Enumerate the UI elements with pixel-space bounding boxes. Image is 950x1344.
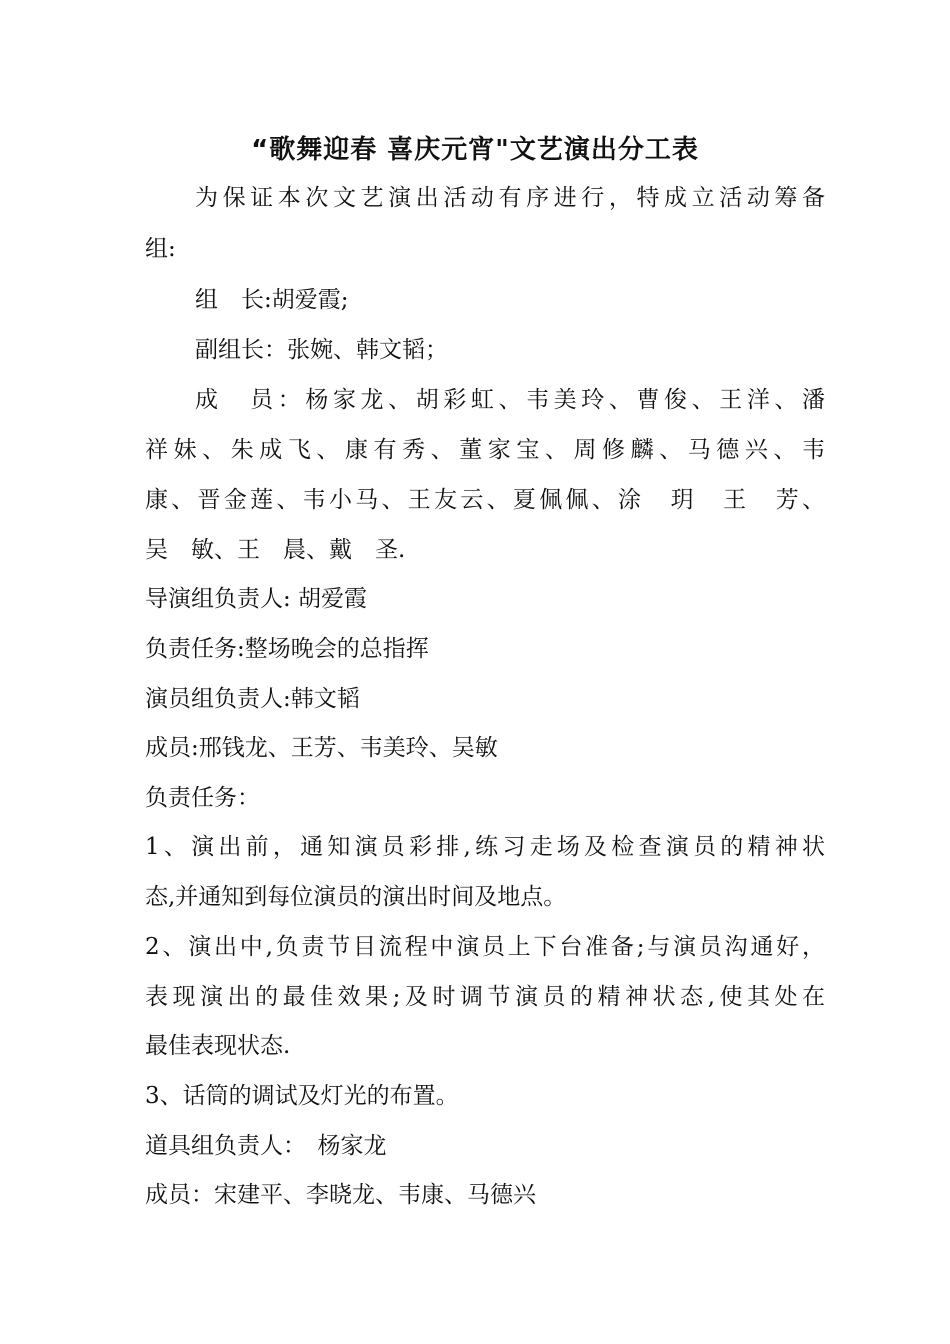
group-leader-line: 组 长:胡爱霞; (195, 287, 349, 313)
director-group-lead: 导演组负责人: 胡爱霞 (145, 586, 368, 612)
intro-line-2: 组: (145, 236, 176, 262)
task-1-line-1: 1、演出前，通知演员彩排,练习走场及检查演员的精神状 (145, 834, 825, 860)
intro-line-1: 为保证本次文艺演出活动有序进行，特成立活动筹备 (195, 185, 825, 211)
members-line-1: 成 员：杨家龙、胡彩虹、韦美玲、曹俊、王洋、潘 (195, 387, 825, 413)
members-line-3: 康、晋金莲、韦小马、王友云、夏佩佩、涂 玥 王 芳、 (145, 487, 825, 513)
task-1-line-2: 态,并通知到每位演员的演出时间及地点。 (145, 884, 567, 910)
document-title: “歌舞迎春 喜庆元宵"文艺演出分工表 (251, 135, 699, 165)
task-2-line-1: 2、演出中,负责节目流程中演员上下台准备;与演员沟通好， (145, 934, 825, 960)
members-line-4: 吴 敏、王 晨、戴 圣. (145, 537, 406, 563)
actor-group-members: 成员:邢钱龙、王芳、韦美玲、吴敏 (145, 735, 498, 761)
task-2-line-2: 表现演出的最佳效果;及时调节演员的精神状态,使其处在 (145, 984, 825, 1010)
task-3-line: 3、话筒的调试及灯光的布置。 (145, 1083, 459, 1109)
task-2-line-3: 最佳表现状态. (145, 1033, 291, 1059)
actor-group-lead: 演员组负责人:韩文韬 (145, 686, 360, 712)
actor-group-task-heading: 负责任务： (145, 785, 260, 811)
props-group-lead: 道具组负责人： 杨家龙 (145, 1133, 387, 1159)
deputy-leader-line: 副组长：张婉、韩文韬； (195, 337, 448, 363)
members-line-2: 祥妹、朱成飞、康有秀、董家宝、周修麟、马德兴、韦 (145, 437, 825, 463)
props-group-members: 成员：宋建平、李晓龙、韦康、马德兴 (145, 1182, 536, 1208)
director-group-task: 负责任务:整场晚会的总指挥 (145, 636, 429, 662)
